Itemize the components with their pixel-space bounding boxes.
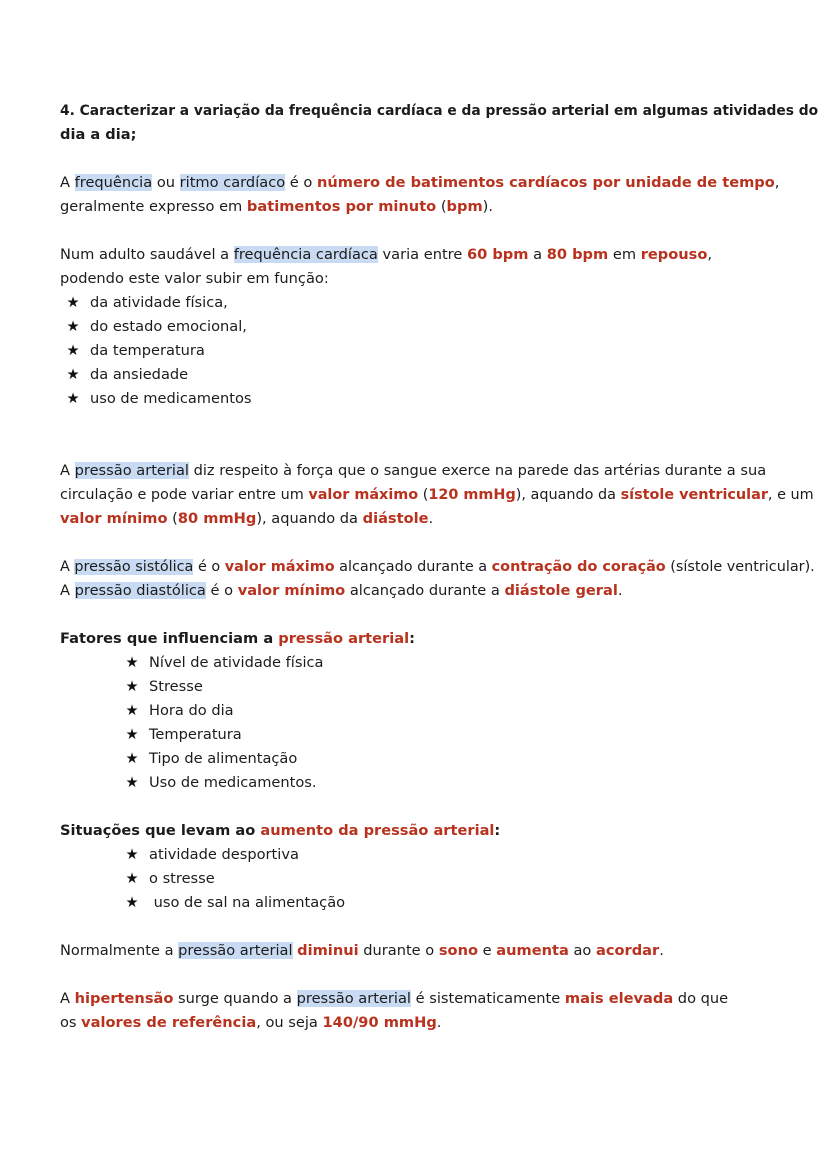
text: ( [167,510,178,527]
emphasis-term: bpm [446,198,483,215]
emphasis-term: sono [438,942,479,959]
text: , [707,246,712,263]
emphasis-term: número de batimentos cardíacos por unidade de tempo [316,174,775,191]
text: ), aquando da [256,510,363,527]
emphasis-term: diminui [297,942,359,959]
text: geralmente expresso em [60,198,247,215]
emphasis-term: valor mínimo [237,582,346,599]
text: Normalmente a [60,942,179,959]
emphasis-term: 120 mmHg [428,487,516,503]
star-icon: ★ [125,894,139,911]
list-item [125,699,234,723]
text: circulação e pode variar entre um [60,487,309,503]
star-icon: ★ [66,342,80,359]
list-item [66,363,188,387]
text: ao [568,942,596,959]
list-item-text: Nível de atividade física [149,654,324,671]
paragraph-diastolic [60,579,622,603]
star-icon: ★ [66,366,80,383]
star-icon: ★ [125,774,139,791]
emphasis-term: repouso [640,246,708,263]
list-item [125,723,242,747]
paragraph-pressure-line-1 [60,459,766,483]
list-item-text: Uso de medicamentos. [149,774,317,791]
text: é o [205,582,238,599]
subheading-situations [60,819,500,843]
text: . [428,510,434,527]
star-icon: ★ [125,654,139,671]
emphasis-term: valor máximo [224,559,335,575]
star-icon: ★ [66,318,80,335]
emphasis-term: valores de referência [81,1014,257,1031]
emphasis-term: 140/90 mmHg [322,1014,437,1031]
star-icon: ★ [125,870,139,887]
emphasis-term: valor máximo [308,487,419,503]
text: e [478,942,497,959]
emphasis-term: diástole [362,510,429,527]
text: ). [482,198,493,215]
emphasis-term: 80 bpm [546,246,609,263]
paragraph-adult-line-2 [60,267,329,291]
star-icon: ★ [125,726,139,743]
text: A [60,582,75,599]
highlight-term: pressão sistólica [74,559,194,575]
text: . [436,1014,442,1031]
list-item-text: atividade desportiva [149,846,299,863]
list-item-text: Temperatura [149,726,242,743]
star-icon: ★ [66,390,80,407]
text: Num adulto saudável a [60,246,234,263]
list-item-text: uso de sal na alimentação [149,894,346,911]
emphasis-term: aumenta [496,942,569,959]
list-item-text: Tipo de alimentação [149,750,298,767]
highlight-term: ritmo cardíaco [179,174,286,191]
list-item-text: da atividade física, [90,294,228,311]
list-item [125,867,215,891]
list-item [125,675,203,699]
highlight-term: pressão arterial [178,942,293,959]
emphasis-term: aumento da pressão arterial [260,822,495,839]
text: . [659,942,664,959]
text: Situações que levam ao [60,822,261,839]
emphasis-term: batimentos por minuto [246,198,437,215]
list-item-text: da ansiedade [90,366,189,383]
text: Fatores que influenciam a [60,630,279,647]
text: podendo este valor subir em função: [60,270,329,287]
star-icon: ★ [125,678,139,695]
emphasis-term: contração do coração [491,559,666,575]
text: alcançado durante a [334,559,492,575]
emphasis-term: valor mínimo [60,510,168,527]
list-item-text: do estado emocional, [90,318,247,335]
text: ( [418,487,429,503]
text: durante o [358,942,439,959]
text: varia entre [377,246,467,263]
paragraph-frequency-line-2 [60,195,493,219]
paragraph-frequency-line-1 [60,171,779,195]
paragraph-pressure-line-2 [60,483,814,507]
text: ), aquando da [515,487,621,503]
text: surge quando a [173,990,297,1007]
emphasis-term: 80 mmHg [177,510,257,527]
text: A [60,559,75,575]
paragraph-normal [60,939,664,963]
text: diz respeito à força que o sangue exerce na parede das artérias durante a sua [188,462,767,479]
text: A [60,990,75,1007]
star-icon: ★ [125,702,139,719]
emphasis-term: mais elevada [564,990,674,1007]
text: é sistematicamente [410,990,565,1007]
list-item [125,747,297,771]
heading-line-2: dia a dia; [60,126,137,143]
text: , ou seja [256,1014,323,1031]
emphasis-term: diástole geral [504,582,618,599]
highlight-term: pressão arterial [74,462,189,479]
text: : [409,630,415,647]
list-item [66,387,251,411]
paragraph-systolic [60,555,815,579]
paragraph-hypertension-line-2 [60,1011,441,1035]
highlight-term: frequência cardíaca [233,246,378,263]
list-item-text: da temperatura [90,342,205,359]
highlight-term: pressão diastólica [74,582,206,599]
section-heading [60,99,818,123]
emphasis-term: pressão arterial [278,630,410,647]
text: a [528,246,547,263]
text: , [774,174,780,191]
text: . [617,582,623,599]
star-icon: ★ [66,294,80,311]
text: é o [285,174,317,191]
emphasis-term: 60 bpm [466,246,529,263]
list-item [125,891,345,915]
star-icon: ★ [125,750,139,767]
list-item-text: Stresse [149,678,203,695]
section-heading-cont [60,123,136,147]
emphasis-term: acordar [596,942,660,959]
text: os [60,1014,82,1031]
star-icon: ★ [125,846,139,863]
text: ou [152,174,180,191]
text: A [60,462,75,479]
text: , e um [767,487,814,503]
text: em [608,246,641,263]
list-item [125,843,299,867]
list-item-text: o stresse [149,870,215,887]
text: é o [193,559,225,575]
text: A [60,174,75,191]
list-item [125,771,317,795]
list-item [66,315,247,339]
highlight-term: pressão arterial [296,990,411,1007]
list-item [125,651,323,675]
subheading-factors [60,627,415,651]
text: (sístole ventricular). [665,559,815,575]
emphasis-term: sístole ventricular [620,487,768,503]
text: : [494,822,501,839]
paragraph-hypertension-line-1 [60,987,728,1011]
text: ( [436,198,447,215]
text: alcançado durante a [345,582,505,599]
highlight-term: frequência [74,174,153,191]
list-item [66,291,228,315]
list-item-text: Hora do dia [149,702,234,719]
text: do que [673,990,729,1007]
paragraph-pressure-line-3 [60,507,433,531]
emphasis-term: hipertensão [74,990,174,1007]
heading-line-1: 4. Caracterizar a variação da frequência cardíaca e da pressão arterial em algumas atividades do [60,103,819,119]
list-item [66,339,205,363]
list-item-text: uso de medicamentos [90,390,252,407]
paragraph-adult-line-1 [60,243,712,267]
